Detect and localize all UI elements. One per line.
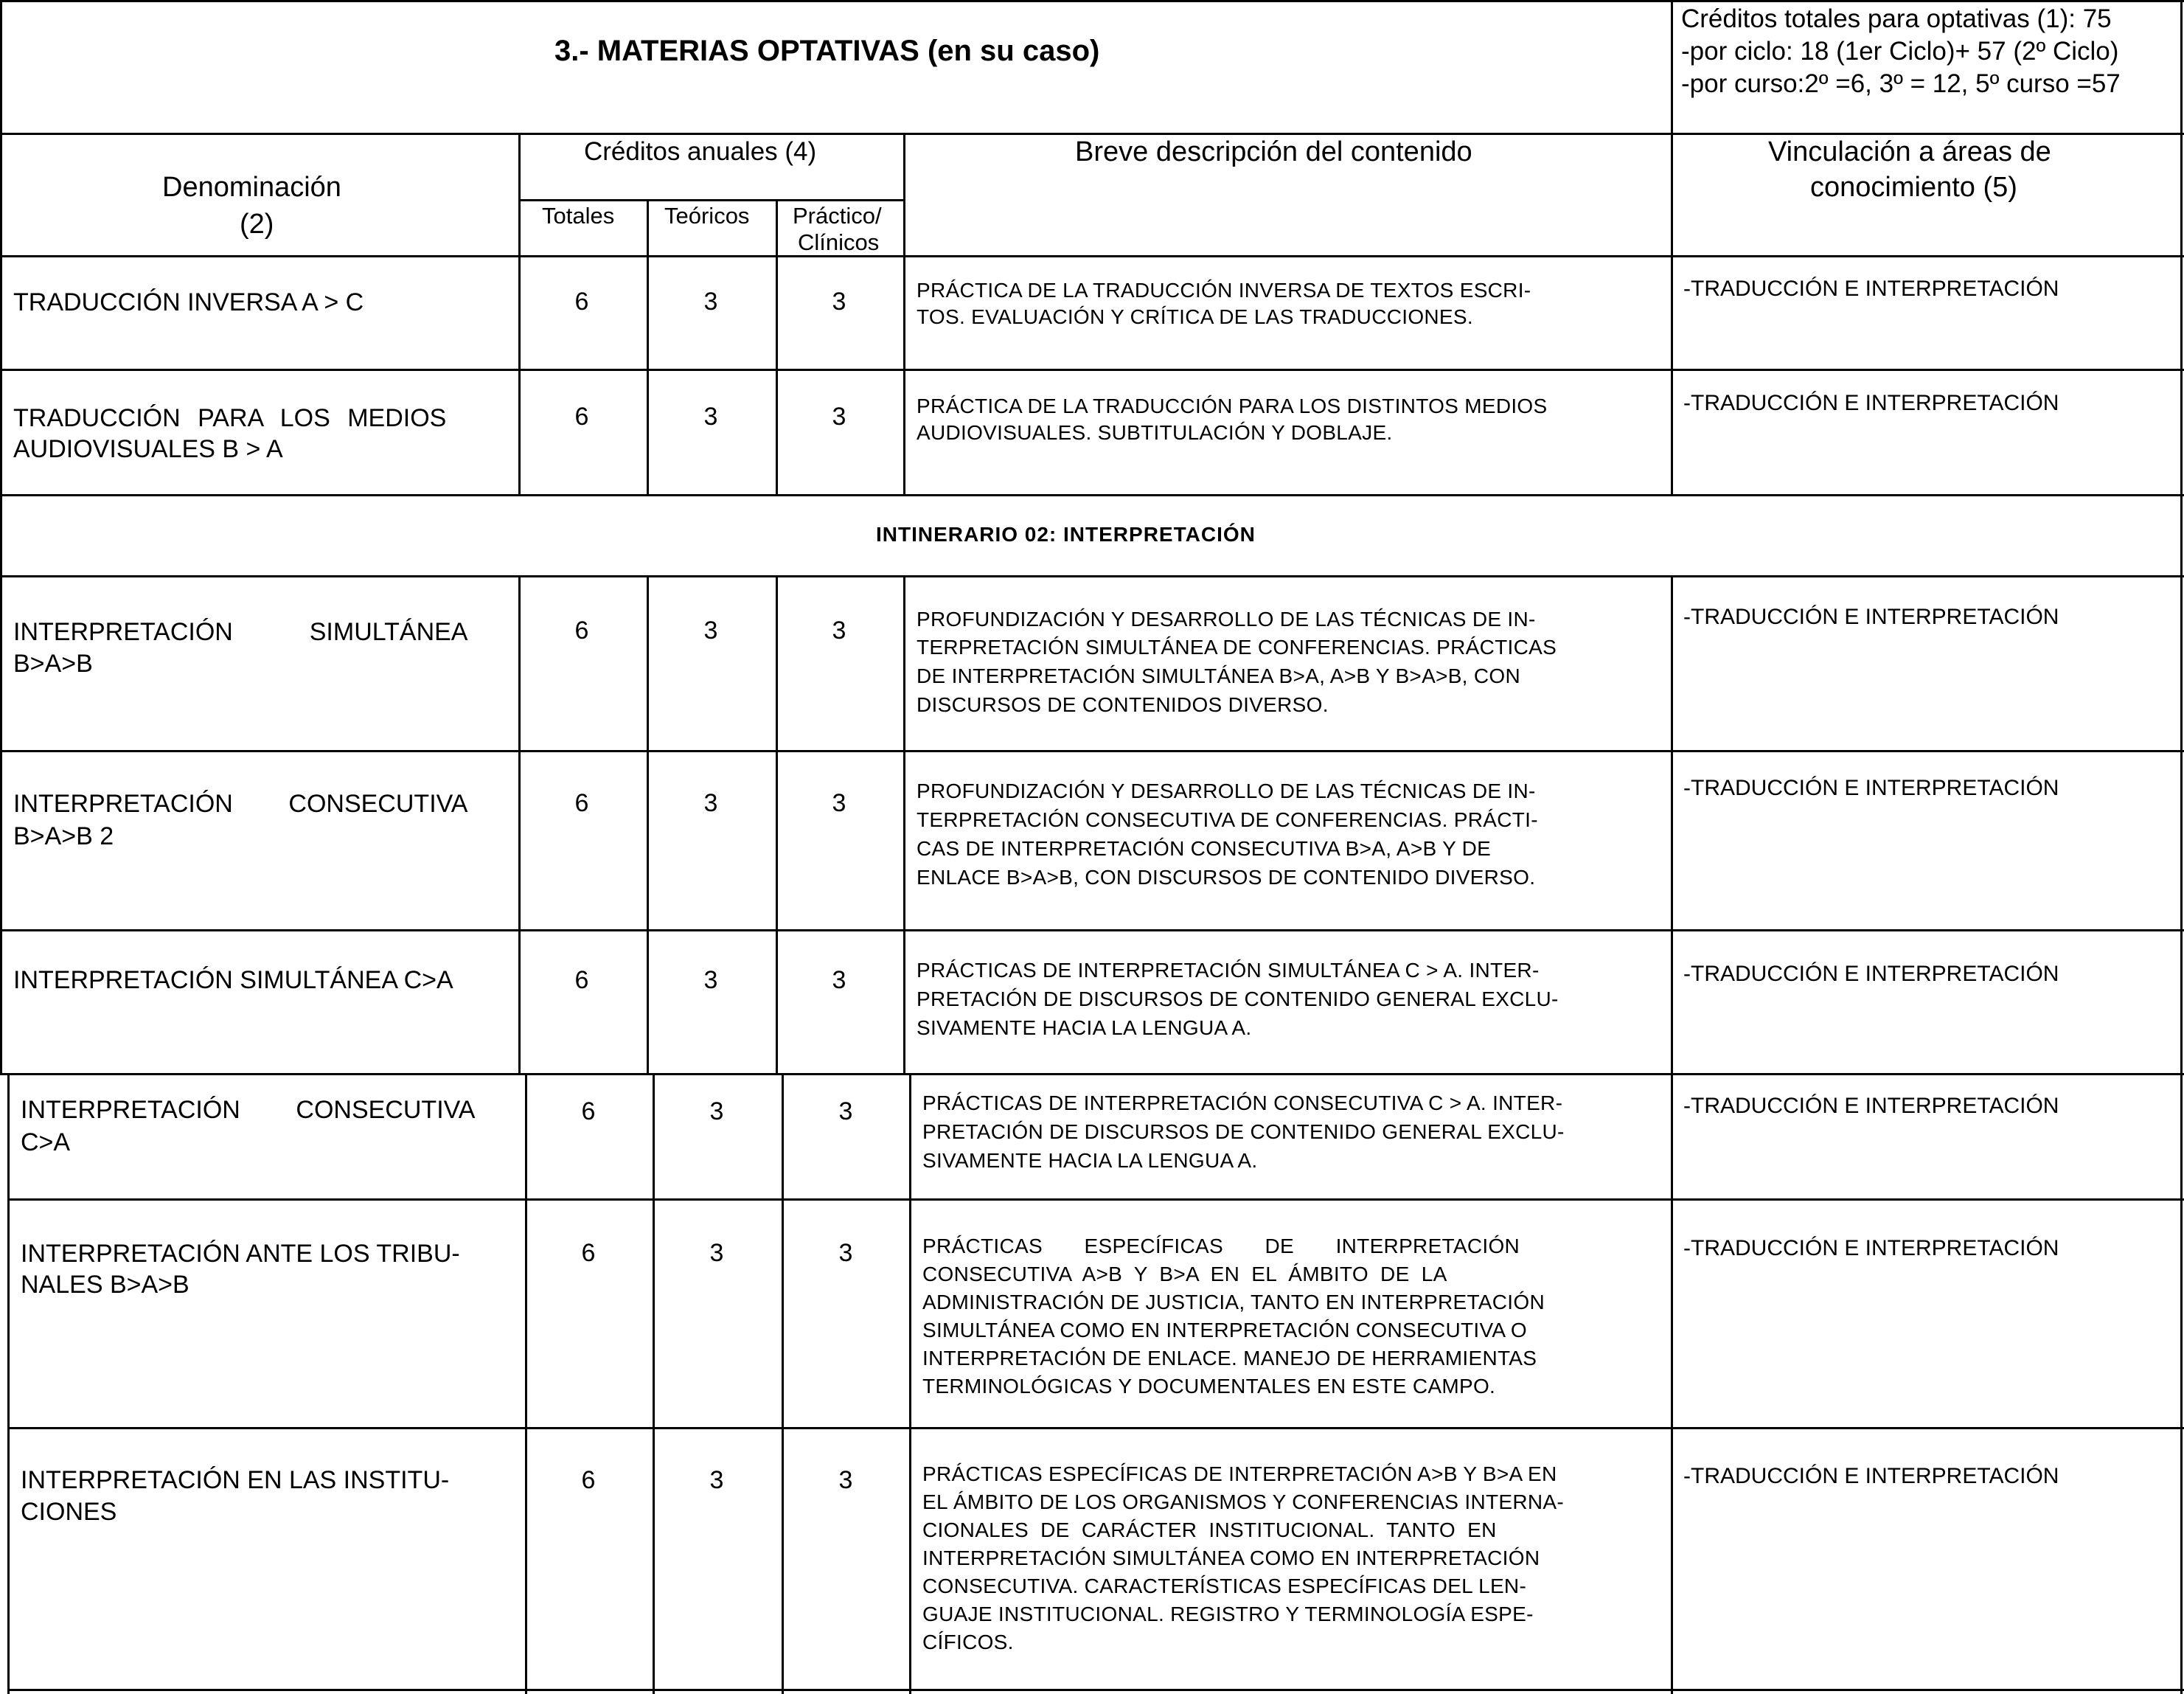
- table-border: [518, 199, 903, 201]
- subject-name: INTERPRETACIÓN CONSECUTIVA: [21, 1096, 476, 1124]
- knowledge-area: -TRADUCCIÓN E INTERPRETACIÓN: [1683, 776, 2059, 800]
- subject-description: CIONALES DE CARÁCTER INSTITUCIONAL. TANTO EN: [922, 1518, 1497, 1541]
- knowledge-area: -TRADUCCIÓN E INTERPRETACIÓN: [1683, 1236, 2059, 1260]
- credits-teoricos: 3: [703, 617, 718, 645]
- table-border: [2180, 0, 2183, 1075]
- header-clinicos: Clínicos: [798, 229, 880, 255]
- knowledge-area: -TRADUCCIÓN E INTERPRETACIÓN: [1683, 1464, 2059, 1488]
- knowledge-area: -TRADUCCIÓN E INTERPRETACIÓN: [1683, 391, 2059, 415]
- subject-name: INTERPRETACIÓN ANTE LOS TRIBU-: [21, 1240, 460, 1268]
- credits-total: Créditos totales para optativas (1): 75: [1681, 4, 2112, 33]
- subject-description: INTERPRETACIÓN DE ENLACE. MANEJO DE HERRAMIENTAS: [922, 1347, 1537, 1370]
- subject-description: DE INTERPRETACIÓN SIMULTÁNEA B>A, A>B Y B>A>B, CON: [917, 664, 1520, 687]
- subject-description: ADMINISTRACIÓN DE JUSTICIA, TANTO EN INTERPRETACIÓN: [922, 1291, 1545, 1313]
- table-border: [782, 1075, 784, 1694]
- subject-description: TERPRETACIÓN CONSECUTIVA DE CONFERENCIAS. PRÁCTI-: [917, 808, 1538, 831]
- header-teoricos: Teóricos: [664, 203, 750, 229]
- table-border: [0, 575, 2184, 577]
- header-conocimiento: conocimiento (5): [1810, 172, 2017, 203]
- subject-description: EL ÁMBITO DE LOS ORGANISMOS Y CONFERENCIAS INTERNA-: [922, 1490, 1564, 1513]
- credits-teoricos: 3: [703, 966, 718, 994]
- subject-description: INTERPRETACIÓN SIMULTÁNEA COMO EN INTERPRETACIÓN: [922, 1547, 1540, 1569]
- table-border: [909, 1075, 911, 1694]
- credits-practicos: 3: [838, 1466, 853, 1494]
- subject-description: SIVAMENTE HACIA LA LENGUA A.: [917, 1016, 1252, 1039]
- knowledge-area: -TRADUCCIÓN E INTERPRETACIÓN: [1683, 605, 2059, 629]
- credits-totales: 6: [574, 288, 589, 316]
- subject-description: CAS DE INTERPRETACIÓN CONSECUTIVA B>A, A>B Y DE: [917, 837, 1492, 860]
- subject-description: PRÁCTICAS ESPECÍFICAS DE INTERPRETACIÓN A>B Y B>A EN: [922, 1462, 1557, 1485]
- subject-description: PRÁCTICAS DE INTERPRETACIÓN CONSECUTIVA C > A. INTER-: [922, 1091, 1563, 1114]
- subject-name: INTERPRETACIÓN SIMULTÁNEA C>A: [13, 966, 453, 994]
- credits-totales: 6: [581, 1466, 596, 1494]
- subject-name: INTERPRETACIÓN CONSECUTIVA: [13, 790, 468, 818]
- table-border: [0, 133, 2184, 135]
- table-border: [518, 575, 521, 1075]
- subject-name: TRADUCCIÓN INVERSA A > C: [13, 288, 364, 316]
- subject-description: SIVAMENTE HACIA LA LENGUA A.: [922, 1149, 1258, 1172]
- table-border: [0, 369, 2184, 371]
- subject-description: PRETACIÓN DE DISCURSOS DE CONTENIDO GENERAL EXCLU-: [917, 987, 1559, 1010]
- subject-description: PRÁCTICA DE LA TRADUCCIÓN INVERSA DE TEXTOS ESCRI-: [917, 279, 1531, 302]
- subject-description: DISCURSOS DE CONTENIDOS DIVERSO.: [917, 693, 1329, 716]
- credits-teoricos: 3: [703, 403, 718, 431]
- subject-name: C>A: [21, 1128, 71, 1156]
- table-border: [7, 1689, 2184, 1691]
- subject-name: INTERPRETACIÓN SIMULTÁNEA: [13, 618, 468, 646]
- credits-totales: 6: [574, 789, 589, 817]
- credits-per-course: -por curso:2º =6, 3º = 12, 5º curso =57: [1681, 69, 2121, 98]
- header-totales: Totales: [542, 203, 615, 229]
- subject-name: TRADUCCIÓN PARA LOS MEDIOS: [13, 404, 447, 432]
- table-border: [2180, 1075, 2183, 1694]
- table-border: [7, 1198, 2184, 1201]
- credits-per-cycle: -por ciclo: 18 (1er Ciclo)+ 57 (2º Ciclo): [1681, 37, 2119, 66]
- table-border: [1671, 575, 1673, 1075]
- table-border: [518, 133, 521, 494]
- subject-description: PRETACIÓN DE DISCURSOS DE CONTENIDO GENERAL EXCLU-: [922, 1120, 1565, 1143]
- credits-practicos: 3: [832, 617, 846, 645]
- subject-description: TERMINOLÓGICAS Y DOCUMENTALES EN ESTE CAMPO.: [922, 1375, 1496, 1398]
- subject-description: GUAJE INSTITUCIONAL. REGISTRO Y TERMINOLOGÍA ESPE-: [922, 1603, 1534, 1625]
- header-practico: Práctico/: [793, 203, 882, 229]
- subject-name: INTERPRETACIÓN EN LAS INSTITU-: [21, 1466, 450, 1494]
- knowledge-area: -TRADUCCIÓN E INTERPRETACIÓN: [1683, 962, 2059, 986]
- table-border: [1671, 1075, 1673, 1694]
- subject-description: CÍFICOS.: [922, 1631, 1014, 1653]
- table-border: [1671, 0, 1673, 494]
- subject-description: ENLACE B>A>B, CON DISCURSOS DE CONTENIDO DIVERSO.: [917, 866, 1536, 889]
- subject-description: SIMULTÁNEA COMO EN INTERPRETACIÓN CONSECUTIVA O: [922, 1319, 1527, 1341]
- subject-name: B>A>B: [13, 650, 93, 678]
- knowledge-area: -TRADUCCIÓN E INTERPRETACIÓN: [1683, 1094, 2059, 1118]
- credits-practicos: 3: [832, 789, 846, 817]
- subject-description: CONSECUTIVA A>B Y B>A EN EL ÁMBITO DE LA: [922, 1263, 1447, 1285]
- subject-description: PRÁCTICAS DE INTERPRETACIÓN SIMULTÁNEA C > A. INTER-: [917, 959, 1540, 982]
- table-border: [0, 750, 2184, 752]
- subject-name: CIONES: [21, 1498, 117, 1526]
- header-denominacion: Denominación: [162, 172, 341, 203]
- credits-practicos: 3: [838, 1239, 853, 1267]
- table-border: [776, 199, 778, 494]
- credits-practicos: 3: [838, 1097, 853, 1125]
- subject-name: B>A>B 2: [13, 822, 114, 850]
- subject-name: AUDIOVISUALES B > A: [13, 435, 283, 463]
- subject-description: PROFUNDIZACIÓN Y DESARROLLO DE LAS TÉCNICAS DE IN-: [917, 608, 1536, 631]
- section-title: 3.- MATERIAS OPTATIVAS (en su caso): [554, 35, 1100, 67]
- subject-description: PROFUNDIZACIÓN Y DESARROLLO DE LAS TÉCNICAS DE IN-: [917, 780, 1536, 802]
- credits-teoricos: 3: [709, 1239, 724, 1267]
- table-border: [647, 199, 649, 494]
- itinerary-banner: INTINERARIO 02: INTERPRETACIÓN: [876, 523, 1256, 546]
- credits-totales: 6: [574, 966, 589, 994]
- credits-practicos: 3: [832, 403, 846, 431]
- subject-name: NALES B>A>B: [21, 1271, 189, 1299]
- table-border: [0, 255, 2184, 257]
- table-border: [0, 1073, 2184, 1075]
- table-border: [0, 929, 2184, 931]
- header-creditos-anuales: Créditos anuales (4): [584, 137, 817, 166]
- header-vinculacion: Vinculación a áreas de: [1768, 136, 2051, 167]
- credits-teoricos: 3: [703, 789, 718, 817]
- credits-teoricos: 3: [709, 1466, 724, 1494]
- header-denominacion-note: (2): [240, 209, 274, 240]
- subject-description: PRÁCTICAS ESPECÍFICAS DE INTERPRETACIÓN: [922, 1235, 1520, 1257]
- table-border: [0, 494, 2184, 496]
- table-border: [7, 1075, 10, 1694]
- table-border: [653, 1075, 655, 1694]
- credits-teoricos: 3: [709, 1097, 724, 1125]
- table-border: [903, 575, 905, 1075]
- table-border: [525, 1075, 527, 1694]
- table-border: [903, 133, 905, 494]
- knowledge-area: -TRADUCCIÓN E INTERPRETACIÓN: [1683, 277, 2059, 301]
- credits-totales: 6: [574, 403, 589, 431]
- header-descripcion: Breve descripción del contenido: [1075, 136, 1472, 167]
- subject-description: CONSECUTIVA. CARACTERÍSTICAS ESPECÍFICAS DEL LEN-: [922, 1575, 1527, 1597]
- credits-teoricos: 3: [703, 288, 718, 316]
- credits-totales: 6: [574, 617, 589, 645]
- table-border: [776, 575, 778, 1075]
- subject-description: TERPRETACIÓN SIMULTÁNEA DE CONFERENCIAS. PRÁCTICAS: [917, 636, 1557, 659]
- credits-totales: 6: [581, 1239, 596, 1267]
- table-border: [7, 1427, 2184, 1429]
- subject-description: TOS. EVALUACIÓN Y CRÍTICA DE LAS TRADUCCIONES.: [917, 305, 1473, 328]
- credits-practicos: 3: [832, 288, 846, 316]
- table-border: [647, 575, 649, 1075]
- credits-practicos: 3: [832, 966, 846, 994]
- subject-description: PRÁCTICA DE LA TRADUCCIÓN PARA LOS DISTINTOS MEDIOS: [917, 395, 1548, 417]
- subject-description: AUDIOVISUALES. SUBTITULACIÓN Y DOBLAJE.: [917, 421, 1393, 444]
- table-border: [0, 0, 2184, 2]
- credits-totales: 6: [581, 1097, 596, 1125]
- table-border: [0, 0, 2, 1075]
